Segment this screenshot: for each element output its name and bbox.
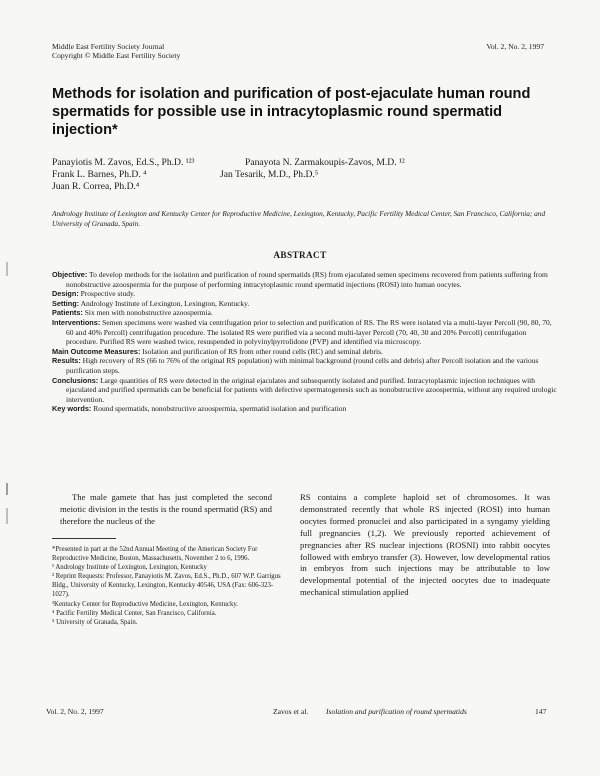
journal-name: Middle East Fertility Society Journal <box>52 42 165 51</box>
setting-text: Andrology Institute of Lexington, Lexington, Kentucky. <box>80 298 250 308</box>
footnote-4: ⁴ Pacific Fertility Medical Center, San Francisco, California. <box>52 609 217 617</box>
objective-label: Objective: <box>52 270 88 279</box>
author-tesarik: Jan Tesarik, M.D., Ph.D.⁵ <box>220 169 319 180</box>
author-zavos: Panayiotis M. Zavos, Ed.S., Ph.D. ¹²³ <box>52 157 195 168</box>
affiliations: Andrology Institute of Lexington and Kentucky Center for Reproductive Medicine, Lexington, Kentucky, Pacific Fertility Medical Center, San Francisco, California; and University of Granada, Spain. <box>52 209 546 228</box>
page-number: 147 <box>535 707 547 716</box>
abstract-keywords <box>52 404 560 414</box>
outcome-label: Main Outcome Measures: <box>52 346 141 356</box>
body-paragraph-left: The male gamete that has just completed the second meiotic division in the testis is the round spermatid (RS) and therefore the nucleus of the <box>60 492 272 526</box>
margin-mark-lower <box>6 508 8 524</box>
body-paragraph-right: RS contains a complete haploid set of chromosomes. It was demonstrated recently that whole RS injected (ROSI) into human oocytes formed pronuclei and also participated in a syngamy yielding full pregnancies (1,2). We previously reported achievement of pregnancies after RS nuclear injections (ROSNI) into rabbit oocytes followed with embryo transfer (3). However, low developmental ratios in embryos from such injections may be attributable to low developmental potential of the injected oocytes due to inadequate mechanical stimulation applied <box>300 492 550 598</box>
abstract-results <box>52 356 560 375</box>
author-correa: Juan R. Correa, Ph.D.⁴ <box>52 181 140 192</box>
footnotes <box>52 545 282 627</box>
abstract-design <box>52 289 560 299</box>
margin-mark-top <box>6 262 8 276</box>
conclusions-text: Large quantities of RS were detected in the original ejaculates and subsequently isolated and purified. Intracytoplasmic injection techniques with ejaculated and purified spermatids can be beneficial for patients with defective spermatogenesis such as nonobstructive azoospermia, without any required urologic intervention. <box>66 375 557 404</box>
footnote-1: ¹ Andrology Institute of Lexington, Lexington, Kentucky <box>52 564 207 572</box>
setting-label: Setting: <box>52 298 80 308</box>
abstract-setting <box>52 299 560 309</box>
conclusions-label: Conclusions: <box>52 375 99 385</box>
interventions-label: Interventions: <box>52 317 101 327</box>
footnote-presented: *Presented in part at the 52nd Annual Meeting of the American Society For Reproductive Medicine, Boston, Massachusetts, November 2 to 6, 1996. <box>52 546 258 563</box>
article-title: Methods for isolation and purification of post-ejaculate human round spermatids for possible use in intracytoplasmic round spermatid injection* <box>52 86 531 138</box>
patients-text: Six men with nonobstructive azoospermia. <box>84 308 213 318</box>
design-text: Prospective study. <box>80 289 136 299</box>
author-barnes: Frank L. Barnes, Ph.D. ⁴ <box>52 169 147 180</box>
body-column-left <box>60 492 272 528</box>
abstract-body <box>52 270 560 414</box>
outcome-text: Isolation and purification of RS from other round cells (RC) and seminal debris. <box>142 346 383 356</box>
footer-authors: Zavos et al. <box>273 707 309 716</box>
footer-running-title: Isolation and purification of round spermatids <box>326 707 467 716</box>
footnote-5: ⁵ University of Granada, Spain. <box>52 618 138 626</box>
design-label: Design: <box>52 289 79 299</box>
author-zarmakoupis-zavos: Panayota N. Zarmakoupis-Zavos, M.D. ¹² <box>245 157 405 168</box>
body-column-right <box>300 492 550 599</box>
keywords-label: Key words: <box>52 404 92 414</box>
results-label: Results: <box>52 356 81 366</box>
footnote-rule <box>52 538 116 539</box>
abstract-objective <box>52 270 560 289</box>
abstract-interventions <box>52 318 560 347</box>
footer-volume: Vol. 2, No. 2, 1997 <box>46 707 104 716</box>
patients-label: Patients: <box>52 308 83 318</box>
interventions-text: Semen specimens were washed via centrifugation prior to selection and purification of RS. The RS were isolated via a multi-layer Percoll (90, 80, 70, 60 and 40% Percoll) centrifugation procedure. The isolated RS were purified via a second multi-layer Percoll (70, 40, 30 and 20% Percoll) centrifugation procedure. Purified RS were washed twice, resuspended in polyvinylpyrrolidone (PVP) and identified via microscopy. <box>66 317 552 347</box>
abstract-conclusions <box>52 376 560 405</box>
footnote-3: ³Kentucky Center for Reproductive Medicine, Lexington, Kentucky. <box>52 600 239 608</box>
margin-mark-middle <box>6 483 8 495</box>
results-text: High recovery of RS (66 to 76% of the original RS population) with minimal background (round cells and debris) after Percoll isolation and the various purification steps. <box>66 356 539 375</box>
keywords-text: Round spermatids, nonobstructive azoospermia, spermatid isolation and purification <box>93 404 347 414</box>
footnote-2: ² Reprint Requests: Professor, Panayiotis M. Zavos, Ed.S., Ph.D., 607 W.P. Garrigus Bldg., University of Kentucky, Lexington, Kentucky 40546, USA (Fax: 606-323-1027). <box>52 573 281 599</box>
abstract-outcome <box>52 347 560 357</box>
objective-text: To develop methods for the isolation and purification of round spermatids (RS) from ejaculated semen specimens recovered from patients suffering from nonobstructive azoospermia for the purpose of performing intracytoplasmic round spermatid injections (ROSI) into human oocytes. <box>66 270 548 289</box>
copyright-line: Copyright © Middle East Fertility Society <box>52 51 181 60</box>
abstract-patients <box>52 308 560 318</box>
abstract-heading: ABSTRACT <box>273 250 327 260</box>
header-volume: Vol. 2, No. 2, 1997 <box>486 42 544 51</box>
